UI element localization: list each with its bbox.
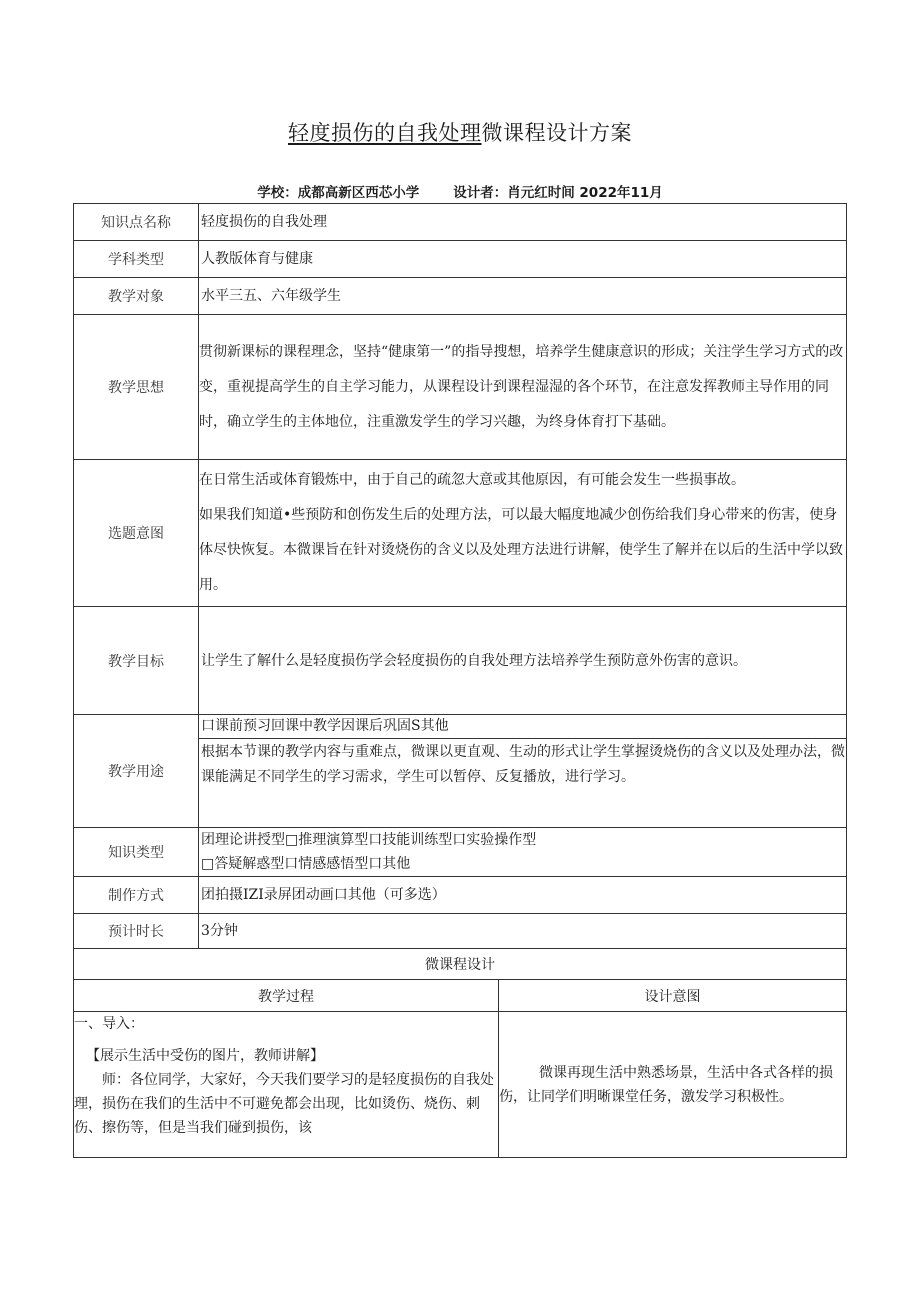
knowledge-type (199, 828, 847, 877)
table-row (74, 278, 847, 315)
table-row (74, 715, 847, 828)
table-row (74, 607, 847, 715)
designer-label: 设计者： (453, 185, 508, 201)
table-row (74, 828, 847, 877)
knowledge-point-name: 轻度损伤的自我处理 (199, 204, 847, 241)
school-value: 成都高新区西芯小学 (297, 185, 420, 201)
subject-type: 人教版体育与健康 (199, 241, 847, 278)
row-label: 学科类型 (74, 241, 199, 278)
row-label: 教学对象 (74, 278, 199, 315)
process-bracket-note: 【展示生活中受伤的图片，教师讲解】 (86, 1048, 324, 1064)
topic-intent (199, 460, 847, 607)
row-label: 教学用途 (74, 715, 199, 828)
usage-options: 口课前预习回课中教学因课后巩固S其他 (201, 718, 449, 734)
process-teacher-speech: 师：各位同学，大家好，今天我们要学习的是轻度损伤的自我处理，损伤在我们的生活中不可避免都会出现，比如烫伤、烧伤、刺伤、擦伤等，但是当我们碰到损伤，该 (74, 1072, 494, 1136)
topic-intent-line1: 在日常生活或体育锻炼中，由于自己的疏忽大意或其他原因，有可能会发生一些损事故。 (199, 472, 745, 488)
column-header-intent: 设计意图 (499, 980, 847, 1012)
table-row (74, 914, 847, 949)
topic-intent-line2: 如果我们知道•些预防和创伤发生后的处理方法，可以最大幅度地减少创伤给我们身心带来的伤害，使身体尽快恢复。本微课旨在针对烫烧伤的含义以及处理方法进行讲解，使学生了解并在以后的生活中学以致用。 (199, 507, 843, 593)
usage-description: 根据本节课的教学内容与重难点，微课以更直观、生动的形式让学生掌握烫烧伤的含义以及处理办法，微课能满足不同学生的学习需求，学生可以暂停、反复播放，进行学习。 (199, 738, 846, 790)
teaching-process-cell (74, 1012, 499, 1158)
column-header-process: 教学过程 (74, 980, 499, 1012)
document-title (0, 118, 920, 148)
title-topic: 轻度损伤的自我处理 (288, 121, 482, 145)
knowledge-type-options-1: 团理论讲授型□推理演算型口技能训练型口实验操作型 (201, 832, 537, 848)
table-row (74, 877, 847, 914)
teaching-philosophy: 贯彻新课标的课程理念，坚持“健康第一”的指导搜想，培养学生健康意识的形成；关注学生学习方式的改变，重视提高学生的自主学习能力，从课程设计到课程湿湿的各个环节，在注意发挥教师主导作用的同时，确立学生的主体地位，注重激发学生的学习兴趣，为终身体育打下基础。 (199, 315, 847, 460)
designer-value: 肖元红 (507, 185, 548, 201)
teaching-goal: 让学生了解什么是轻度损伤学会轻度损伤的自我处理方法培养学生预防意外伤害的意识。 (199, 607, 847, 715)
table-row (74, 315, 847, 460)
row-label: 教学思想 (74, 315, 199, 460)
design-intent-cell (499, 1012, 847, 1158)
row-label: 制作方式 (74, 877, 199, 914)
table-row (74, 204, 847, 241)
table-row (74, 460, 847, 607)
row-label: 知识类型 (74, 828, 199, 877)
knowledge-type-options-2: □答疑解惑型口情感感悟型口其他 (201, 856, 411, 872)
row-label: 教学目标 (74, 607, 199, 715)
teaching-usage (199, 715, 847, 828)
row-label: 选题意图 (74, 460, 199, 607)
table-row (74, 1012, 847, 1158)
design-section-title: 微课程设计 (74, 949, 847, 980)
time-value: 2022年11月 (579, 185, 663, 201)
title-suffix: 微课程设计方案 (481, 121, 632, 145)
document-meta (0, 183, 920, 203)
time-label: 时间 (547, 185, 575, 201)
teaching-target: 水平三五、六年级学生 (199, 278, 847, 315)
table-row (74, 949, 847, 980)
row-label: 知识点名称 (74, 204, 199, 241)
course-design-table (73, 203, 847, 1158)
process-heading: 一、导入： (74, 1016, 144, 1032)
table-row (74, 241, 847, 278)
design-intent-text: 微课再现生活中熟悉场景，生活中各式各样的损伤，让同学们明晰课堂任务，激发学习积极性。 (499, 1064, 833, 1105)
table-header-row (74, 980, 847, 1012)
production-method: 团拍摄IZI录屏团动画口其他（可多选） (199, 877, 847, 914)
school-label: 学校： (257, 185, 298, 201)
estimated-duration: 3分钟 (199, 914, 847, 949)
row-label: 预计时长 (74, 914, 199, 949)
